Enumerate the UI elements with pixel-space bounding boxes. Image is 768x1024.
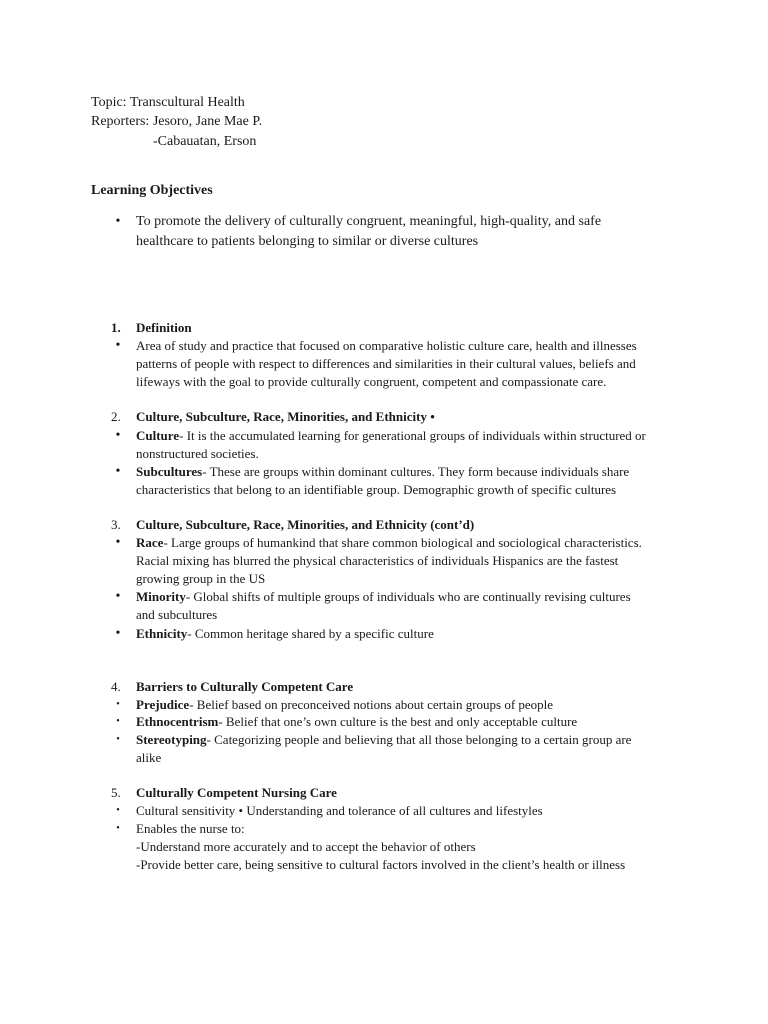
minority-line-2: and subcultures (136, 607, 218, 622)
prejudice-line: Prejudice- Belief based on preconceived notions about certain groups of people (136, 697, 554, 712)
small-bullet-icon: • (116, 716, 120, 727)
enables-sub-line-2: -Provide better care, being sensitive to cultural factors involved in the client’s health or illness (136, 857, 626, 872)
section-2-number: 2. (111, 409, 121, 424)
race-term: Race (136, 535, 164, 550)
small-bullet-icon: • (116, 805, 120, 816)
definition-line-1: Area of study and practice that focused on comparative holistic culture care, health and illnesses (136, 338, 637, 353)
stereotyping-term: Stereotyping (136, 732, 207, 747)
culture-term: Culture (136, 428, 180, 443)
section-5-title: Culturally Competent Nursing Care (136, 785, 337, 800)
small-bullet-icon: • (116, 823, 120, 834)
definition-line-2: patterns of people with respect to differences and similarities in their cultural values, beliefs and (136, 356, 636, 371)
section-1-title: Definition (136, 320, 192, 335)
objective-line-1: To promote the delivery of culturally congruent, meaningful, high-quality, and safe (136, 214, 602, 229)
bullet-icon: • (115, 214, 121, 229)
bullet-icon: • (115, 464, 121, 479)
minority-line-1: Minority- Global shifts of multiple groups of individuals who are continually revising cultures (136, 589, 631, 604)
subcultures-term: Subcultures (136, 464, 203, 479)
subcultures-line-1: Subcultures- These are groups within dominant cultures. They form because individuals share (136, 464, 630, 479)
section-3-number: 3. (111, 517, 121, 532)
ethnocentrism-term: Ethnocentrism (136, 714, 219, 729)
reporter-2-line: -Cabauatan, Erson (153, 134, 257, 149)
cultural-sensitivity-line: Cultural sensitivity • Understanding and tolerance of all cultures and lifestyles (136, 803, 543, 818)
bullet-icon: • (115, 589, 121, 604)
prejudice-term: Prejudice (136, 697, 190, 712)
section-2-title: Culture, Subculture, Race, Minorities, and Ethnicity • (136, 409, 435, 424)
small-bullet-icon: • (116, 734, 120, 745)
section-1-number: 1. (111, 320, 121, 335)
section-5-number: 5. (111, 785, 121, 800)
ethnocentrism-line: Ethnocentrism- Belief that one’s own culture is the best and only acceptable culture (136, 714, 578, 729)
objective-line-2: healthcare to patients belonging to similar or diverse cultures (136, 234, 479, 249)
section-4-title: Barriers to Culturally Competent Care (136, 679, 354, 694)
race-line-3: growing group in the US (136, 571, 266, 586)
ethnicity-term: Ethnicity (136, 626, 188, 641)
section-4-number: 4. (111, 679, 121, 694)
ethnicity-line-1: Ethnicity- Common heritage shared by a specific culture (136, 626, 434, 641)
enables-nurse-line: Enables the nurse to: (136, 821, 245, 836)
learning-objectives-heading: Learning Objectives (91, 183, 213, 198)
bullet-icon: • (115, 338, 121, 353)
culture-line-2: nonstructured societies. (136, 446, 259, 461)
subcultures-line-2: characteristics that belong to an identifiable group. Demographic growth of specific cultures (136, 482, 617, 497)
minority-term: Minority (136, 589, 186, 604)
section-3-title: Culture, Subculture, Race, Minorities, and Ethnicity (cont’d) (136, 517, 475, 532)
race-line-1: Race- Large groups of humankind that share common biological and sociological characteristics. (136, 535, 642, 550)
enables-sub-line-1: -Understand more accurately and to accept the behavior of others (136, 839, 476, 854)
bullet-icon: • (115, 626, 121, 641)
race-line-2: Racial mixing has blurred the physical characteristics of individuals Hispanics are the fastest (136, 553, 619, 568)
definition-line-3: lifeways with the goal to provide culturally congruent, competent and compassionate care. (136, 374, 607, 389)
culture-line-1: Culture- It is the accumulated learning for generational groups of individuals within structured or (136, 428, 646, 443)
reporters-line: Reporters: Jesoro, Jane Mae P. (91, 114, 263, 129)
stereotyping-line-2: alike (136, 750, 162, 765)
topic-line: Topic: Transcultural Health (91, 95, 245, 110)
bullet-icon: • (115, 428, 121, 443)
small-bullet-icon: • (116, 699, 120, 710)
bullet-icon: • (115, 535, 121, 550)
stereotyping-line-1: Stereotyping- Categorizing people and believing that all those belonging to a certain group are (136, 732, 632, 747)
